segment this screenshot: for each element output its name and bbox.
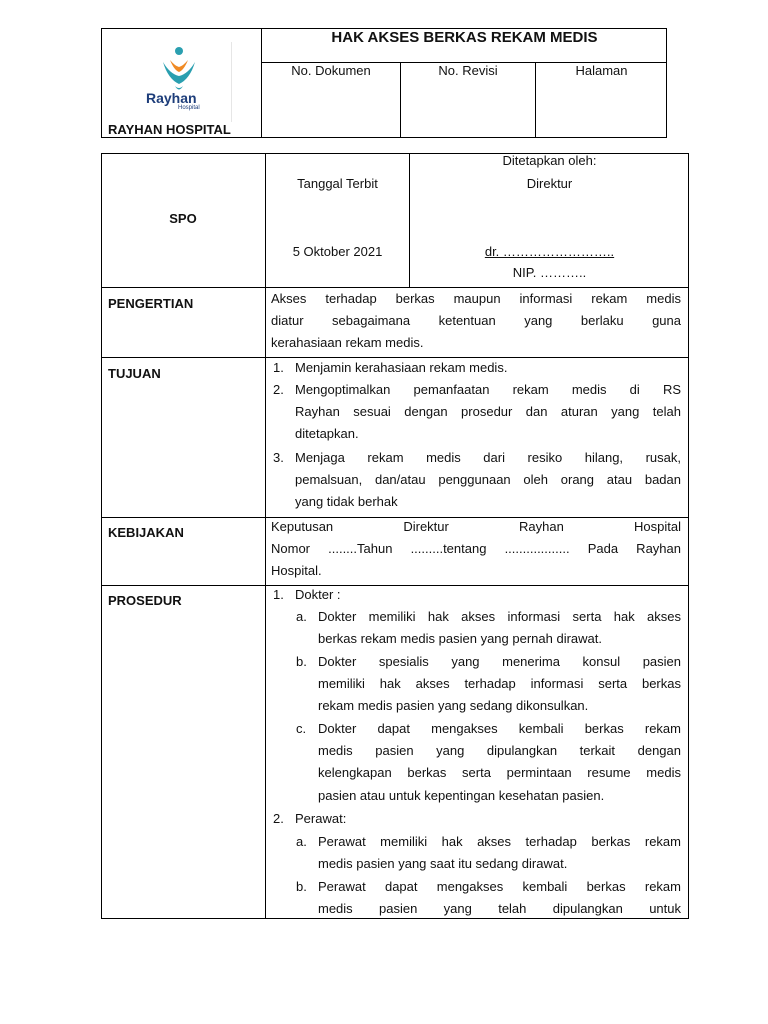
- revision-number-label: No. Revisi: [438, 63, 498, 78]
- text-line: kerahasiaan rekam medis.: [271, 335, 424, 350]
- sub-item: Dokter dapat mengakses kembali berkas rekam: [318, 721, 681, 736]
- kebijakan-label: KEBIJAKAN: [108, 525, 184, 540]
- list-item: Mengoptimalkan pemanfaatan rekam medis di RS: [295, 382, 681, 397]
- list-item: Menjaga rekam medis dari resiko hilang, rusak,: [295, 450, 681, 465]
- spo-label: SPO: [169, 211, 197, 226]
- sub-letter: b.: [296, 879, 307, 894]
- list-item: yang tidak berhak: [295, 494, 398, 509]
- list-number: 1.: [273, 587, 284, 602]
- sub-letter: a.: [296, 609, 307, 624]
- nip-number: NIP. ………..: [512, 265, 587, 280]
- signatory-name: dr. ……………………..: [484, 244, 615, 259]
- pengertian-text: [271, 288, 681, 354]
- sub-letter: b.: [296, 654, 307, 669]
- prosedur-list: [271, 584, 681, 914]
- director-title: Direktur: [526, 176, 573, 191]
- sub-item: medis pasien yang dipulangkan terkait dengan: [318, 743, 681, 758]
- sub-letter: c.: [296, 721, 307, 736]
- sub-item: medis pasien yang telah dipulangkan untuk: [318, 901, 681, 916]
- hospital-name: RAYHAN HOSPITAL: [108, 122, 231, 137]
- main-divider: [265, 153, 266, 919]
- prosedur-label: PROSEDUR: [108, 593, 182, 608]
- list-item: pemalsuan, dan/atau penggunaan oleh orang atau badan: [295, 472, 681, 487]
- text-line: Akses terhadap berkas maupun informasi rekam medis: [271, 291, 681, 306]
- sub-item: Dokter spesialis yang menerima konsul pasien: [318, 654, 681, 669]
- list-number: 2.: [273, 382, 284, 397]
- set-by-label: Ditetapkan oleh:: [502, 153, 597, 168]
- sub-item: rekam medis pasien yang sedang dikonsulkan.: [318, 698, 589, 713]
- document-title: HAK AKSES BERKAS REKAM MEDIS: [331, 29, 598, 46]
- logo-mark-icon: [132, 42, 231, 94]
- tujuan-label: TUJUAN: [108, 366, 161, 381]
- list-number: 1.: [273, 360, 284, 375]
- list-number: 3.: [273, 450, 284, 465]
- pengertian-label: PENGERTIAN: [108, 296, 194, 311]
- list-item: Rayhan sesuai dengan prosedur dan aturan yang telah: [295, 404, 681, 419]
- sub-item: berkas rekam medis pasien yang pernah dirawat.: [318, 631, 602, 646]
- sub-item: Dokter memiliki hak akses informasi serta hak akses: [318, 609, 681, 624]
- section-title: Perawat:: [295, 811, 347, 826]
- logo-subtitle: Hospital: [178, 105, 200, 111]
- page-label: Halaman: [575, 63, 628, 78]
- sub-letter: a.: [296, 834, 307, 849]
- hospital-logo: [132, 42, 232, 122]
- text-line: Keputusan Direktur Rayhan Hospital: [271, 519, 681, 534]
- issued-date-label: Tanggal Terbit: [297, 176, 378, 191]
- sub-item: pasien atau untuk kepentingan kesehatan pasien.: [318, 788, 605, 803]
- issued-date: 5 Oktober 2021: [292, 244, 383, 259]
- logo-wordmark: Rayhan: [146, 90, 197, 106]
- sub-item: kelengkapan berkas serta permintaan resume medis: [318, 765, 681, 780]
- list-number: 2.: [273, 811, 284, 826]
- document-number-label: No. Dokumen: [291, 63, 371, 78]
- text-line: Hospital.: [271, 563, 322, 578]
- list-item: ditetapkan.: [295, 426, 359, 441]
- sub-item: memiliki hak akses terhadap informasi serta berkas: [318, 676, 681, 691]
- section-title: Dokter :: [295, 587, 341, 602]
- sub-item: Perawat dapat mengakses kembali berkas rekam: [318, 879, 681, 894]
- sub-item: Perawat memiliki hak akses terhadap berkas rekam: [318, 834, 681, 849]
- text-line: Nomor ........Tahun .........tentang .................. Pada Rayhan: [271, 541, 681, 556]
- sub-item: medis pasien yang saat itu sedang dirawat.: [318, 856, 568, 871]
- list-item: Menjamin kerahasiaan rekam medis.: [295, 360, 508, 375]
- text-line: diatur sebagaimana ketentuan yang berlaku guna: [271, 313, 681, 328]
- kebijakan-text: [271, 516, 681, 582]
